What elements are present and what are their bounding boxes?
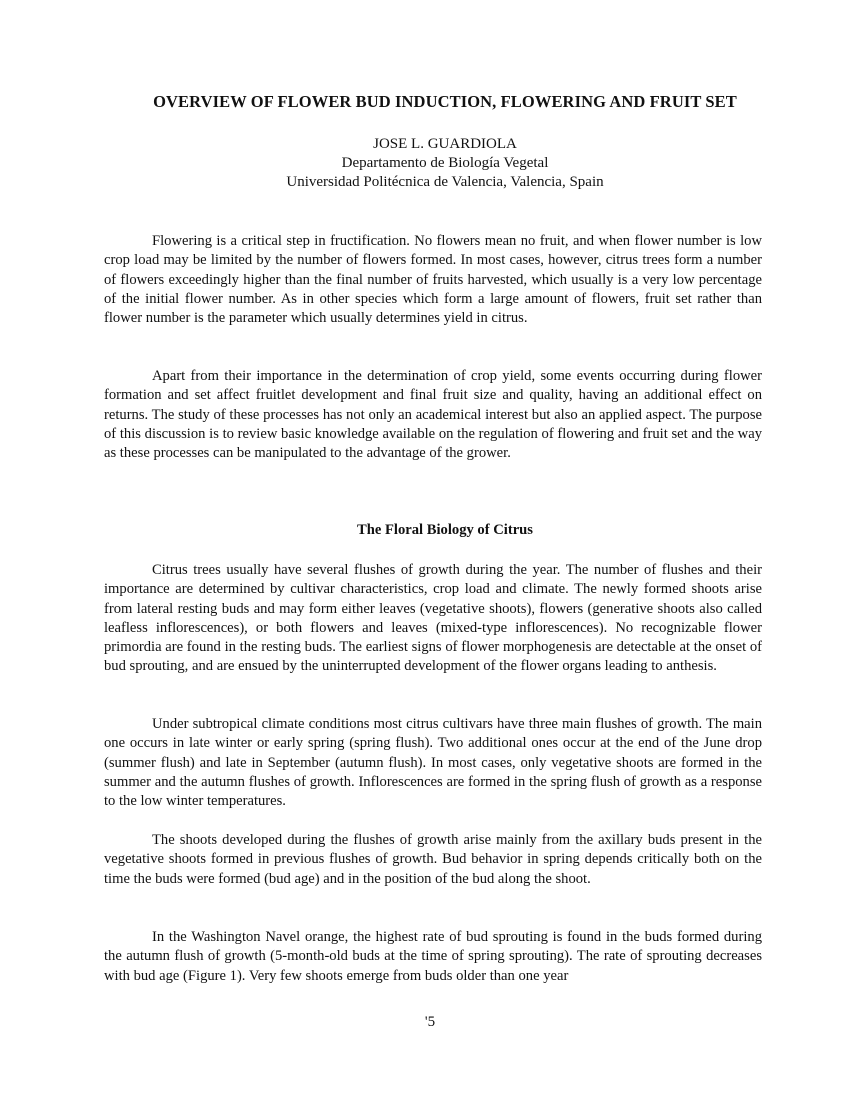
intro-paragraph-2: Apart from their importance in the determination of crop yield, some events occurring during flower formation and set affect fruitlet development and final fruit size and quality, having an additional effect on returns. The study of these processes has not only an academical interest but also an applied aspect. The purpose of this discussion is to review basic knowledge available on the regulation of flowering and fruit set and the way as these processes can be manipulated to the advantage of the grower. <box>104 368 762 462</box>
section-paragraph-3: The shoots developed during the flushes of growth arise mainly from the axillary buds present in the vegetative shoots formed in previous flushes of growth. Bud behavior in spring depends critically both on the time the buds were formed (bud age) and in the position of the bud along the shoot. <box>104 832 762 887</box>
intro-paragraph-1: Flowering is a critical step in fructification. No flowers mean no fruit, and when flower number is low crop load may be limited by the number of flowers formed. In most cases, however, citrus trees form a number of flowers exceedingly higher than the final number of fruits harvested, which usually is a very low percentage of the initial flower number. As in other species which form a large amount of flowers, fruit set rather than flower number is the parameter which usually determines yield in citrus. <box>104 233 762 327</box>
author-department: Departamento de Biología Vegetal <box>341 155 549 171</box>
page-number: '5 <box>424 1014 436 1030</box>
section-paragraph-1: Citrus trees usually have several flushes of growth during the year. The number of flushes and their importance are determined by cultivar characteristics, crop load and climate. The newly formed shoots arise from lateral resting buds and may form either leaves (vegetative shoots), flowers (generative shoots also called leafless inflorescences), or both flowers and leaves (mixed-type inflorescences). No recognizable flower primordia are found in the resting buds. The earliest signs of flower morphogenesis are detectable at the onset of bud sprouting, and are ensued by the uninterrupted development of the flower organs leading to anthesis. <box>104 562 762 675</box>
paper-title: OVERVIEW OF FLOWER BUD INDUCTION, FLOWERING AND FRUIT SET <box>153 92 737 111</box>
author-block <box>60 135 830 192</box>
author-name: JOSE L. GUARDIOLA <box>373 136 517 152</box>
author-university: Universidad Politécnica de Valencia, Valencia, Spain <box>286 174 604 190</box>
section-paragraph-4: In the Washington Navel orange, the highest rate of bud sprouting is found in the buds formed during the autumn flush of growth (5-month-old buds at the time of spring sprouting). The rate of sprouting decreases with bud age (Figure 1). Very few shoots emerge from buds older than one year <box>104 929 762 984</box>
section-paragraph-2: Under subtropical climate conditions most citrus cultivars have three main flushes of growth. The main one occurs in late winter or early spring (spring flush). Two additional ones occur at the end of the June drop (summer flush) and late in September (autumn flush). In most cases, only vegetative shoots are formed in the summer and the autumn flushes of growth. Inflorescences are formed in the spring flush of growth as a response to the low winter temperatures. <box>104 716 762 810</box>
section-heading: The Floral Biology of Citrus <box>357 522 533 538</box>
